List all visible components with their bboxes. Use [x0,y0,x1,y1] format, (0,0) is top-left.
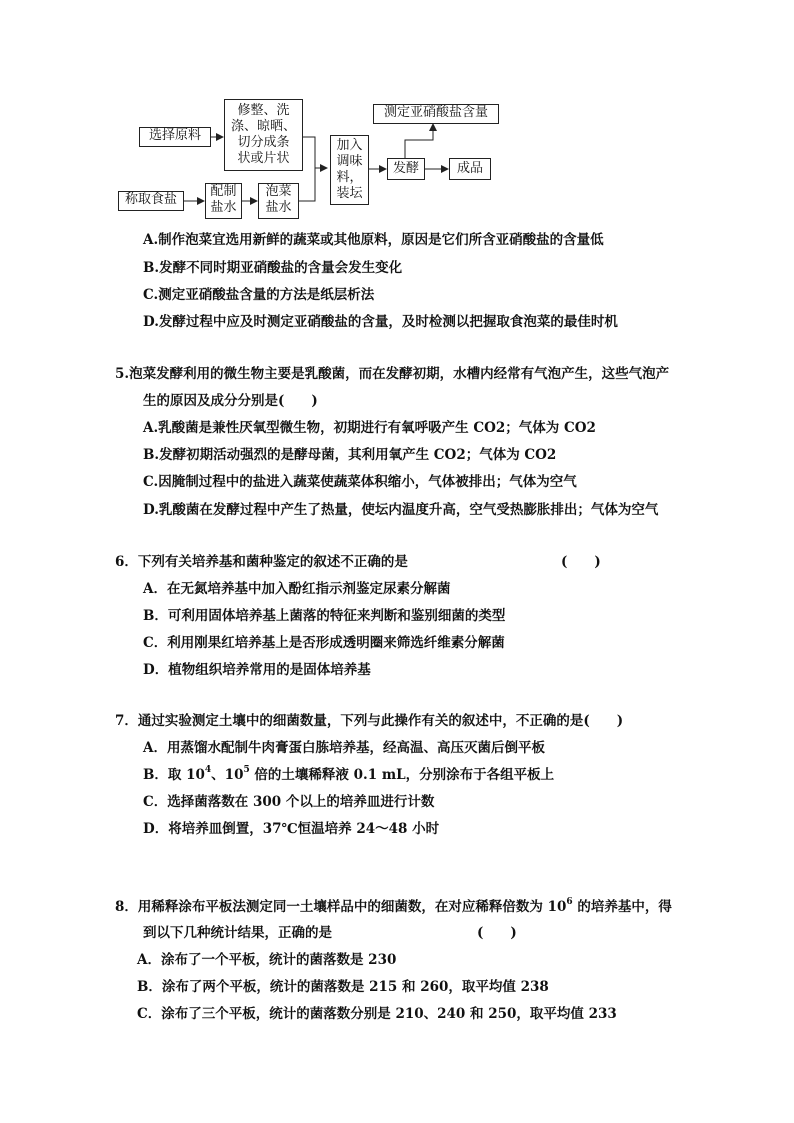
q4-option-c: C.测定亚硝酸盐含量的方法是纸层析法 [143,287,375,303]
q4-option-a: A.制作泡菜宜选用新鲜的蔬菜或其他原料，原因是它们所含亚硝酸盐的含量低 [143,232,604,248]
q6-stem: 6．下列有关培养基和菌种鉴定的叙述不正确的是 [115,554,408,570]
q6-option-c: C．利用刚果红培养基上是否形成透明圈来筛选纤维素分解菌 [143,635,505,651]
process-line: 涤、晾晒、 [230,119,296,134]
product-label: 成品 [456,161,483,176]
prepare-brine-line: 盐水 [210,200,237,215]
q6-option-b: B．可利用固体培养基上菌落的特征来判断和鉴别细菌的类型 [143,608,506,624]
q5-option-c: C.因腌制过程中的盐进入蔬菜使蔬菜体积缩小，气体被排出；气体为空气 [143,474,577,490]
q4-option-b: B.发酵不同时期亚硝酸盐的含量会发生变化 [143,260,403,276]
q5-option-b: B.发酵初期活动强烈的是酵母菌，其利用氧产生 CO2；气体为 CO2 [143,447,557,463]
q8-option-a: A．涂布了一个平板，统计的菌落数是 230 [137,952,397,968]
q8-option-c: C．涂布了三个平板，统计的菌落数分别是 210、240 和 250，取平均值 233 [137,1006,617,1022]
prepare-brine-box [205,183,242,219]
ferment-box [387,158,425,180]
q4-option-d: D.发酵过程中应及时测定亚硝酸盐的含量，及时检测以把握取食泡菜的最佳时机 [143,314,618,330]
q6-option-d: D．植物组织培养常用的是固体培养基 [143,662,371,678]
add-seasoning-line: 装坛 [336,186,363,201]
select-raw-label: 选择原料 [148,128,201,143]
q8-option-b: B．涂布了两个平板，统计的菌落数是 215 和 260，取平均值 238 [137,979,549,995]
q7-option-a: A．用蒸馏水配制牛肉膏蛋白胨培养基，经高温、高压灭菌后倒平板 [143,740,545,756]
process-steps-box [224,99,303,171]
add-seasoning-line: 调味 [336,154,363,169]
weigh-salt-label: 称取食盐 [124,192,177,207]
product-box [449,158,491,180]
process-line: 修整、洗 [237,103,290,118]
q5-option-a: A.乳酸菌是兼性厌氧型微生物，初期进行有氧呼吸产生 CO2；气体为 CO2 [143,420,596,436]
q8-answer-bracket: ( ) [477,925,517,941]
measure-nitrite-label: 测定亚硝酸盐含量 [383,105,488,120]
q7-option-b: B．取 $10^4$、$10^5$ 倍的土壤稀释液 0.1 mL，分别涂布于各组平板上 [143,765,555,783]
pickle-brine-box [258,183,299,219]
process-line: 切分成条 [237,135,290,150]
q7-option-c: C．选择菌落数在 300 个以上的培养皿进行计数 [143,794,435,810]
q7-stem: 7．通过实验测定土壤中的细菌数量，下列与此操作有关的叙述中，不正确的是( ) [115,713,624,729]
ferment-label: 发酵 [392,161,419,176]
q5-stem-line-2: 生的原因及成分分别是( ) [143,393,318,409]
q7-option-d: D．将培养皿倒置，37℃恒温培养 24～48 小时 [143,821,440,837]
add-seasoning-line: 加入 [336,138,363,153]
select-raw-box [139,127,211,147]
pickle-brine-line: 泡菜 [265,184,292,199]
q5-option-d: D.乳酸菌在发酵过程中产生了热量，使坛内温度升高，空气受热膨胀排出；气体为空气 [143,502,659,518]
add-seasoning-line: 料， [336,170,363,185]
weigh-salt-box [118,191,184,211]
q8-stem-line-1: 8．用稀释涂布平板法测定同一土壤样品中的细菌数，在对应稀释倍数为 $10^6$ 的培养基中，得 [115,897,672,915]
pickle-brine-line: 盐水 [265,200,292,215]
measure-nitrite-box [373,104,499,124]
process-line: 状或片状 [237,151,290,166]
q6-option-a: A．在无氮培养基中加入酚红指示剂鉴定尿素分解菌 [143,581,451,597]
add-seasoning-box [330,135,369,205]
q6-answer-bracket: ( ) [561,554,601,570]
prepare-brine-line: 配制 [210,184,237,199]
q5-stem-line-1: 5.泡菜发酵利用的微生物主要是乳酸菌，而在发酵初期，水槽内经常有气泡产生，这些气泡产 [115,366,670,382]
q8-stem-line-2: 到以下几种统计结果，正确的是 [143,925,332,941]
